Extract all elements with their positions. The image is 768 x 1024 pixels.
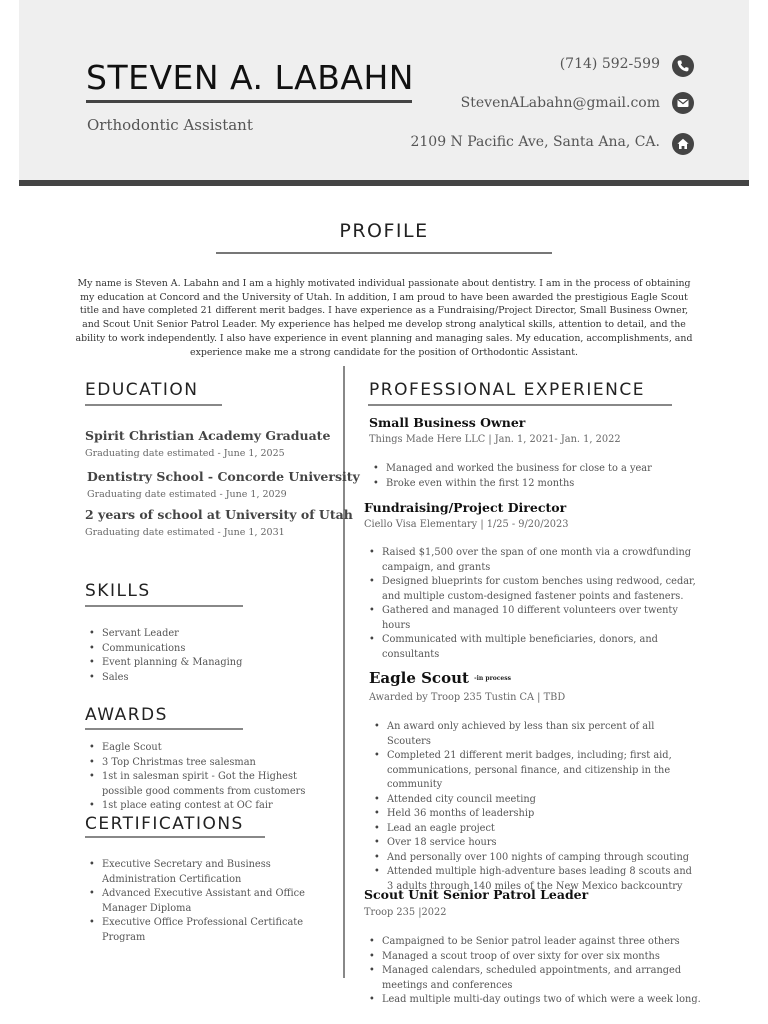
experience-heading: PROFESSIONAL EXPERIENCE <box>369 380 645 400</box>
phone-text: (714) 592-599 <box>559 56 660 72</box>
job-meta: Troop 235 |2022 <box>364 907 447 918</box>
education-item-title: Spirit Christian Academy Graduate <box>85 428 331 443</box>
list-item: • Gathered and managed 10 different volunteers over twenty hours <box>366 604 696 633</box>
candidate-name: STEVEN A. LABAHN <box>86 58 414 97</box>
list-item: • Attended city council meeting <box>371 793 701 808</box>
experience-underline <box>368 404 672 406</box>
list-item: • Advanced Executive Assistant and Office Manager Diploma <box>86 887 311 916</box>
job-bullets <box>371 720 701 894</box>
job-bullets <box>366 546 696 662</box>
job-meta: Awarded by Troop 235 Tustin CA | TBD <box>369 692 566 703</box>
job-title: Fundraising/Project Director <box>364 500 567 515</box>
list-item: • Lead multiple multi-day outings two of which were a week long. <box>366 993 701 1008</box>
home-icon <box>672 133 694 155</box>
list-item: • Managed and worked the business for close to a year <box>370 462 700 477</box>
job-meta: Things Made Here LLC | Jan. 1, 2021- Jan. 1, 2022 <box>369 434 621 445</box>
list-item: • Executive Secretary and Business Administration Certification <box>86 858 311 887</box>
email-text: StevenALabahn@gmail.com <box>460 95 660 111</box>
list-item: • Communications <box>86 642 336 657</box>
profile-heading: PROFILE <box>339 220 429 242</box>
list-item: • Managed calendars, scheduled appointments, and arranged meetings and conferences <box>366 964 701 993</box>
job-title-text: Eagle Scout <box>369 669 469 687</box>
awards-heading: AWARDS <box>85 705 168 725</box>
list-item: • Lead an eagle project <box>371 822 701 837</box>
skills-heading: SKILLS <box>85 581 151 601</box>
education-item-title: 2 years of school at University of Utah <box>85 507 353 522</box>
skills-list <box>86 627 336 685</box>
list-item: • And personally over 100 nights of camping through scouting <box>371 851 701 866</box>
education-item-date: Graduating date estimated - June 1, 2029 <box>87 489 287 500</box>
list-item: • Broke even within the first 12 months <box>370 477 700 492</box>
name-underline <box>86 100 412 103</box>
list-item: • Held 36 months of leadership <box>371 807 701 822</box>
list-item: • Campaigned to be Senior patrol leader against three others <box>366 935 701 950</box>
phone-icon <box>672 55 694 77</box>
profile-underline <box>216 252 552 254</box>
list-item: • Eagle Scout <box>86 741 311 756</box>
job-title: Small Business Owner <box>369 415 526 430</box>
certifications-list <box>86 858 311 945</box>
profile-summary: My name is Steven A. Labahn and I am a highly motivated individual passionate about dentistry. I am in the process of obtaining my education at Concord and the University of Utah. In addition, I am proud to have been awarded the prestigious Eagle Scout title and have completed 21 different merit badges. I have experience as a Fundraising/Project Director, Small Business Owner, and Scout Unit Senior Patrol Leader. My experience has helped me develop strong analytical skills, attention to detail, and the ability to work independently. I also have experience in event planning and managing sales. My education, accomplishments, and experience make me a strong candidate for the position of Orthodontic Assistant. <box>75 278 693 358</box>
list-item: • Completed 21 different merit badges, including; first aid, communications, personal finance, and citizenship in the community <box>371 749 701 793</box>
skills-underline <box>85 605 243 607</box>
list-item: • Communicated with multiple beneficiaries, donors, and consultants <box>366 633 696 662</box>
job-bullets <box>370 462 700 491</box>
certifications-heading: CERTIFICATIONS <box>85 814 244 834</box>
list-item: • Event planning & Managing <box>86 656 336 671</box>
education-item-date: Graduating date estimated - June 1, 2025 <box>85 448 285 459</box>
list-item: • Executive Office Professional Certificate Program <box>86 916 311 945</box>
mail-icon <box>672 92 694 114</box>
list-item: • Attended multiple high-adventure bases leading 8 scouts and 3 adults through 140 miles of the New Mexico backcountry <box>371 865 701 894</box>
address-text: 2109 N Pacific Ave, Santa Ana, CA. <box>410 134 660 150</box>
header-divider <box>19 180 749 186</box>
education-item-date: Graduating date estimated - June 1, 2031 <box>85 527 285 538</box>
column-divider <box>343 366 345 978</box>
awards-list <box>86 741 311 814</box>
certifications-underline <box>85 836 265 838</box>
in-process-tag: -in process <box>474 675 511 682</box>
candidate-title: Orthodontic Assistant <box>87 116 253 134</box>
education-heading: EDUCATION <box>85 380 199 400</box>
list-item: • Over 18 service hours <box>371 836 701 851</box>
job-title: Scout Unit Senior Patrol Leader <box>364 887 589 902</box>
job-bullets <box>366 935 701 1008</box>
list-item: • 1st place eating contest at OC fair <box>86 799 311 814</box>
list-item: • Designed blueprints for custom benches using redwood, cedar, and multiple custom-designed fastener points and fasteners. <box>366 575 696 604</box>
list-item: • 3 Top Christmas tree salesman <box>86 756 311 771</box>
list-item: • Sales <box>86 671 336 686</box>
list-item: • An award only achieved by less than six percent of all Scouters <box>371 720 701 749</box>
job-title <box>369 669 511 687</box>
list-item: • Raised $1,500 over the span of one month via a crowdfunding campaign, and grants <box>366 546 696 575</box>
job-meta: Ciello Visa Elementary | 1/25 - 9/20/2023 <box>364 519 569 530</box>
education-underline <box>85 404 222 406</box>
awards-underline <box>85 728 243 730</box>
list-item: • Managed a scout troop of over sixty for over six months <box>366 950 701 965</box>
education-item-title: Dentistry School - Concorde University <box>87 469 360 484</box>
list-item: • 1st in salesman spirit - Got the Highest possible good comments from customers <box>86 770 311 799</box>
list-item: • Servant Leader <box>86 627 336 642</box>
